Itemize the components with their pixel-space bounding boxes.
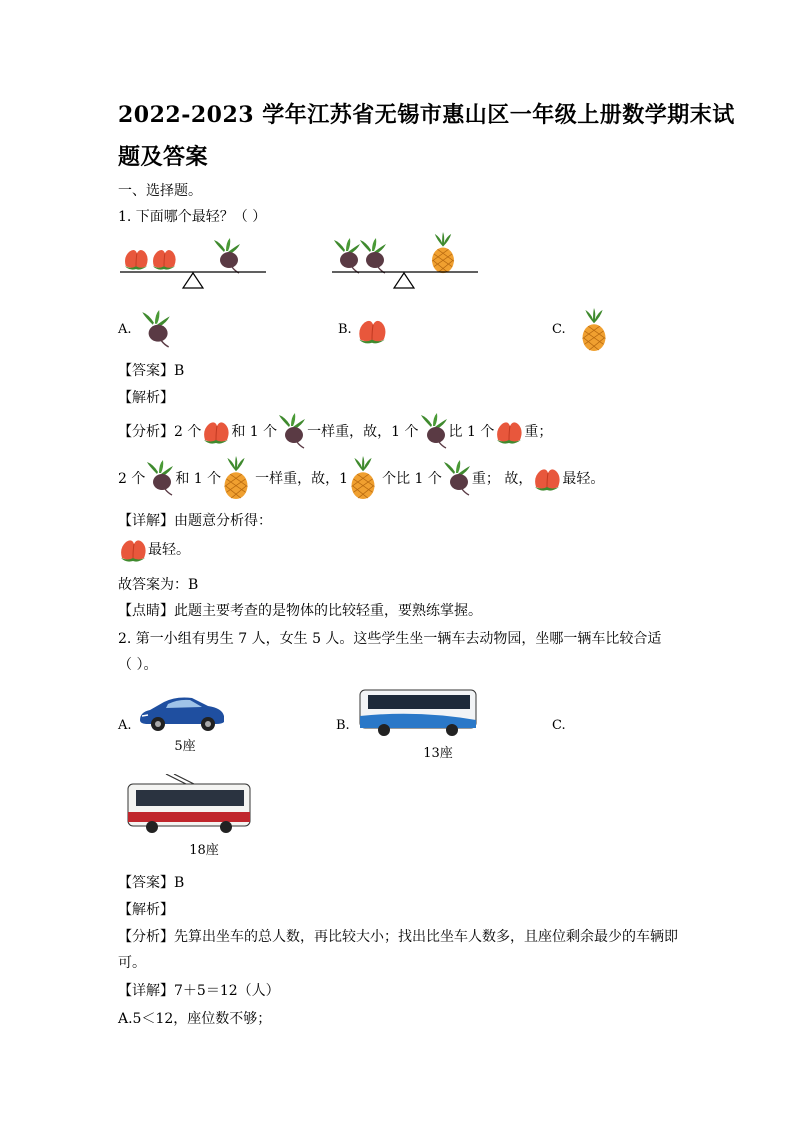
q2-fenxi-line-1: 【分析】先算出坐车的总人数，再比较大小；找出比坐车人数多，且座位剩余最少的车辆即 (118, 929, 678, 945)
trolleybus-image (126, 774, 252, 834)
q1-fenxi-line-1 (118, 413, 552, 449)
text-segment: 最轻。 (562, 471, 605, 487)
q1-analysis-label: 【解析】 (118, 390, 174, 406)
q1-answer: 【答案】B (118, 363, 185, 379)
radish-icon (334, 238, 360, 273)
option-a-label: A. (118, 322, 132, 337)
text-segment: 个比 1 个 (382, 471, 442, 487)
trolleybus-caption: 18座 (189, 843, 219, 858)
question-2-line-2: （ ）。 (118, 657, 158, 673)
text-segment: 【分析】2 个 (118, 424, 202, 440)
q2-analysis-label: 【解析】 (118, 902, 174, 918)
peach-icon (118, 536, 148, 562)
q2-detail: 【详解】7＋5＝12（人） (118, 983, 280, 999)
bus-image (358, 686, 478, 738)
q2-line-a: A.5＜12，座位数不够； (118, 1011, 272, 1027)
question-2-line-1: 2. 第一小组有男生 7 人，女生 5 人。这些学生坐一辆车去动物园，坐哪一辆车比较合适 (118, 631, 662, 647)
q1-detail: 【详解】由题意分析得： (118, 513, 272, 529)
title-line-2: 题及答案 (118, 144, 209, 170)
q1-fenxi-line-2 (118, 456, 604, 500)
peach-icon (153, 250, 176, 270)
peach-icon (356, 316, 388, 344)
peach-icon (532, 465, 562, 491)
radish-icon (145, 460, 175, 496)
radish-icon (140, 310, 172, 348)
question-1: 1. 下面哪个最轻？（ ） (118, 209, 267, 225)
q2-option-c-label: C. (552, 718, 566, 733)
radish-icon (442, 460, 472, 496)
pineapple-icon (432, 232, 454, 273)
car-image (136, 690, 228, 734)
text-segment: 和 1 个 (175, 471, 222, 487)
text-segment: 重； 故， (471, 471, 533, 487)
option-c-label: C. (552, 322, 566, 337)
text-segment: 比 1 个 (448, 424, 495, 440)
text-segment: 2 个 (118, 471, 146, 487)
radish-icon (214, 238, 240, 273)
pineapple-icon (348, 456, 378, 500)
option-b-label: B. (338, 322, 352, 337)
radish-icon (360, 238, 386, 273)
balance-scale-1 (118, 236, 268, 292)
q2-option-b-label: B. (336, 718, 350, 733)
text-segment: 和 1 个 (231, 424, 278, 440)
q2-option-a-label: A. (118, 718, 132, 733)
section-heading: 一、选择题。 (118, 183, 202, 199)
text-segment: 一样重，故，1 个 (307, 424, 419, 440)
title-line-1: 2022-2023 学年江苏省无锡市惠山区一年级上册数学期末试 (118, 102, 735, 128)
q1-comment: 【点睛】此题主要考查的是物体的比较轻重，要熟练掌握。 (118, 603, 482, 619)
text-segment: 一样重，故，1 (255, 471, 349, 487)
radish-icon (419, 413, 449, 449)
peach-icon (201, 418, 231, 444)
car-caption: 5座 (174, 739, 196, 754)
text-segment: 重； (524, 424, 553, 440)
q2-answer: 【答案】B (118, 875, 185, 891)
text-segment: 最轻。 (148, 542, 190, 558)
bus-caption: 13座 (423, 746, 453, 761)
pineapple-icon (578, 308, 610, 352)
q1-lightest-line (118, 536, 190, 562)
pineapple-icon (221, 456, 251, 500)
q1-conclusion: 故答案为：B (118, 577, 199, 593)
radish-icon (277, 413, 307, 449)
peach-icon (125, 250, 148, 270)
balance-scale-2 (330, 232, 480, 292)
peach-icon (494, 418, 524, 444)
q2-fenxi-line-2: 可。 (118, 955, 146, 971)
